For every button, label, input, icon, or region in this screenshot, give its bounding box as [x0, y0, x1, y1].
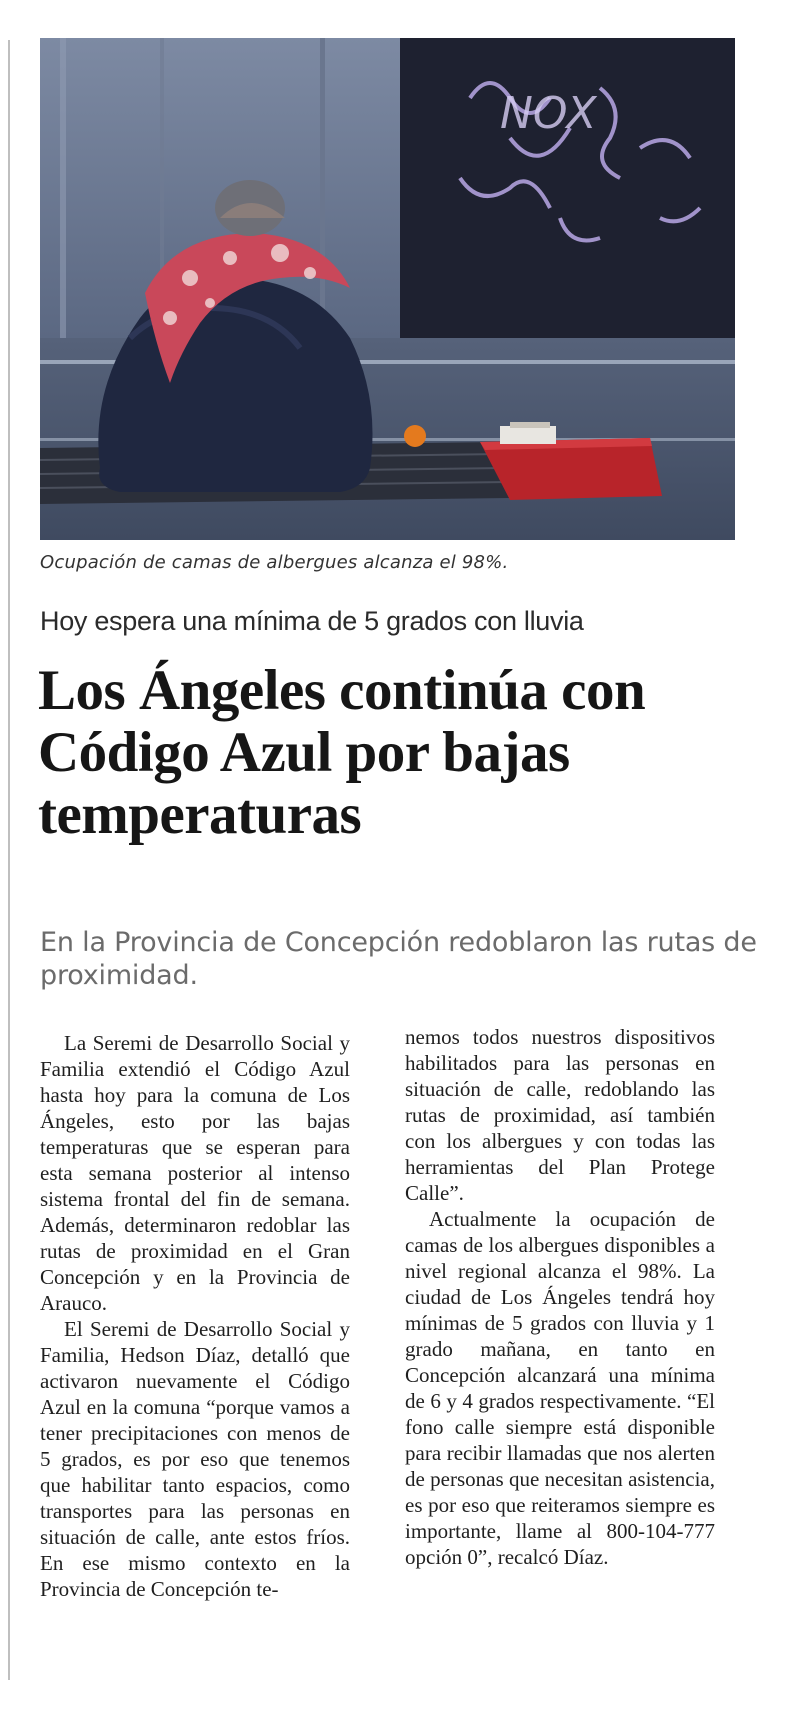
article-kicker: Hoy espera una mínima de 5 grados con lluvia [40, 606, 584, 636]
article-headline: Los Ángeles continúa con Código Azul por bajas temperaturas [38, 659, 646, 846]
body-paragraph: nemos todos nuestros dispositivos habilitados para las personas en situación de calle, redoblando las rutas de proximidad, así también con los albergues y con todas las herramientas del Plan Protege Calle”. [405, 1025, 715, 1205]
photo-illustration [40, 38, 735, 540]
body-column-right [405, 1024, 715, 1570]
article-subhead: En la Provincia de Concepción redoblaron las rutas de proximidad. [40, 927, 757, 991]
article-photo [40, 38, 735, 540]
body-paragraph: El Seremi de Desarrollo Social y Familia, Hedson Díaz, detalló que activaron nuevamente el Código Azul en la comuna “porque vamos a tener precipitaciones con menos de 5 grados, es por eso que tenemos que habilitar tanto espacios, como transportes para las personas en situación de calle, ante estos fríos. En ese mismo contexto en la Provincia de Concepción te- [40, 1317, 350, 1601]
photo-caption: Ocupación de camas de albergues alcanza el 98%. [40, 552, 509, 573]
body-paragraph: La Seremi de Desarrollo Social y Familia extendió el Código Azul hasta hoy para la comuna de Los Ángeles, esto por las bajas temperaturas que se esperan para esta semana posterior al intenso sistema frontal del fin de semana. Además, determinaron redoblar las rutas de proximidad en el Gran Concepción y en la Provincia de Arauco. [40, 1031, 350, 1315]
body-column-left [40, 1030, 350, 1602]
graffiti-text: NOX [500, 88, 597, 139]
body-paragraph: Actualmente la ocupación de camas de los albergues disponibles a nivel regional alcanza el 98%. La ciudad de Los Ángeles tendrá hoy mínimas de 5 grados con lluvia y 1 grado mañana, en tanto en Concepción alcanzará una mínima de 6 y 4 grados respectivamente. “El fono calle siempre está disponible para recibir llamadas que nos alerten de personas que necesitan asistencia, es por eso que reiteramos siempre es importante, llame al 800-104-777 opción 0”, recalcó Díaz. [405, 1207, 715, 1569]
column-divider [8, 40, 10, 1680]
